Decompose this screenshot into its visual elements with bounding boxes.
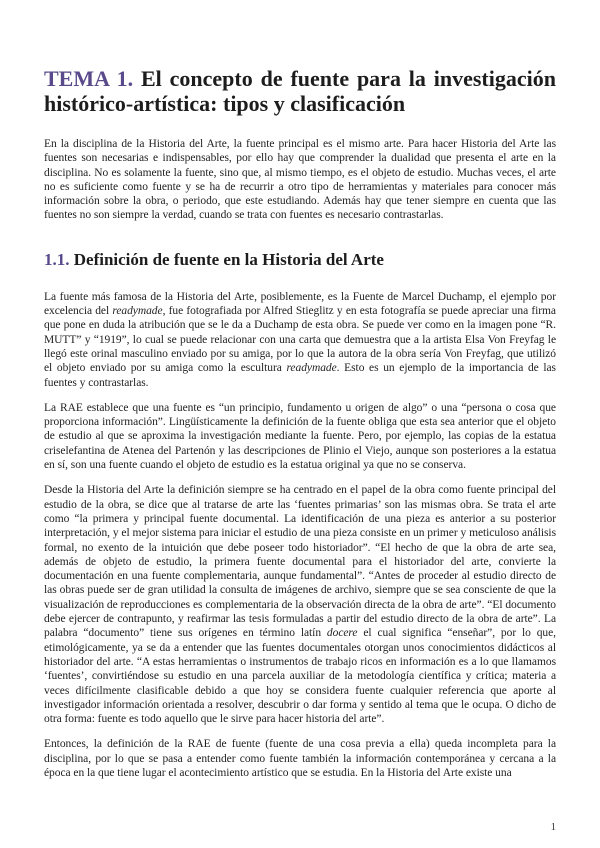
section-heading xyxy=(44,250,556,270)
paragraph-text: el cual significa “enseñar”, por lo que, etimológicamente, ya se da a entender que las fuentes documentales otorgan unos conocimientos didácticos al historiador del arte. “A estas herramientas o instrumentos de trabajo ricos en información es a lo que llamamos ‘fuentes’, convirtiéndose su estudio en una parcela auxiliar de la metodología científica y crítica; materia a veces difícilmente clasificable debido a que hoy se considera fuente cualquier referencia que aporte al investigador información orientada a resolver, descubrir o dar forma y sentido al tema que le ocupa. O dicho de otra forma: fuente es todo aquello que le sirve para hacer historia del arte”. xyxy=(44,627,556,726)
page-number: 1 xyxy=(550,822,556,833)
title-number: TEMA 1. xyxy=(44,66,134,91)
paragraph-text: La fuente más famosa de la Historia del Arte, posiblemente, es la Fuente de Marcel Duchamp, el ejemplo por excelencia del xyxy=(44,290,556,318)
intro-paragraph: En la disciplina de la Historia del Arte, la fuente principal es el mismo arte. Para hacer Historia del Arte las fuentes son necesarias e indispensables, por ello hay que comprender la dualidad que presenta el arte en la disciplina. No es solamente la fuente, sino que, al mismo tiempo, es el objeto de estudio. Muchas veces, el arte no es suficiente como fuente y se ha de recurrir a otro tipo de herramientas y materiales para conocer más información sobre la obra, o periodo, que este estudiando. Además hay que tener siempre en cuenta que las fuentes no son siempre la verdad, cuando se trata con fuentes es necesario contrastarlas. xyxy=(44,138,556,222)
paragraph-text: Desde la Historia del Arte la definición siempre se ha centrado en el papel de la obra como fuente principal del estudio de la obra, se dice que al tratarse de arte las ‘fuentes primarias’ son las mismas obra. Se trata el arte como “la primera y principal fuente documental. La identificación de una pieza es anterior a su posterior interpretación, y el mejor sistema para iniciar el estudio de una pieza consiste en un primer y meticuloso análisis formal, no exento de la intuición que debe poseer todo historiador”. “El hecho de que la obra de arte sea, además de objeto de estudio, la primera fuente documental para el historiador del arte, convierte la documentación en una fuente complementaria, aunque fundamental”. “Antes de proceder al estudio directo de las obras puede ser de gran utilidad la consulta de imágenes de archivo, siempre que se sea consciente de que la visualización de reproducciones es complementaria de la observación directa de la obra de arte”. “El documento debe ejercer de contrapunto, y reafirmar las tesis formuladas a partir del estudio directo de la obra de arte”. La palabra “documento” tiene sus orígenes en término latín xyxy=(44,484,556,640)
paragraph-text: , fue fotografiada por Alfred Stieglitz y en esta fotografía se puede apreciar una firma que pone en duda la atribución que se le da a Duchamp de esta obra. Se puede ver como en la imagen pone “R. MUTT” y “1919”, lo cual se puede relacionar con una carta que demuestra que a la artista Elsa Von Freyfag le llegó este orinal masculino enviado por su amiga, por lo que la autora de la obra sería Von Freyfag, que utilizó el objeto enviado por su amiga como la escultura xyxy=(44,305,556,375)
paragraph-duchamp xyxy=(44,290,556,390)
page-title xyxy=(44,66,556,116)
title-text: El concepto de fuente para la investigación histórico-artística: tipos y clasificación xyxy=(44,66,556,116)
section-title: Definición de fuente en la Historia del Arte xyxy=(73,249,384,269)
paragraph-rae: La RAE establece que una fuente es “un principio, fundamento u origen de algo” o una “persona o cosa que proporciona información”. Lingüísticamente la definición de la fuente obliga que esta sea anterior que el objeto de estudio al que se aproxima la investigación mediante la fuente. Pero, por ejemplo, las copias de la estatua criselefantina de Atenea del Partenón y las descripciones de Plinio el Viejo, aunque son posteriores a la estatua en sí, son una fuente cuando el objeto de estudio es la estatua original ya que no se conserva. xyxy=(44,401,556,472)
readymade-term: readymade xyxy=(286,362,337,375)
paragraph-definition xyxy=(44,483,556,726)
readymade-term: readymade xyxy=(112,305,163,318)
latin-term: docere xyxy=(326,627,358,640)
paragraph-text: . Esto es un ejemplo de la importancia de las fuentes y contrastarlas. xyxy=(44,362,556,389)
paragraph-conclusion: Entonces, la definición de la RAE de fuente (fuente de una cosa previa a ella) queda incompleta para la disciplina, por lo que se pasa a entender como fuente también la información contemporánea y cercana a la época en la que tiene lugar el acontecimiento artístico que se estudia. En la Historia del Arte existe una xyxy=(44,738,556,779)
section-number: 1.1. xyxy=(44,249,70,269)
